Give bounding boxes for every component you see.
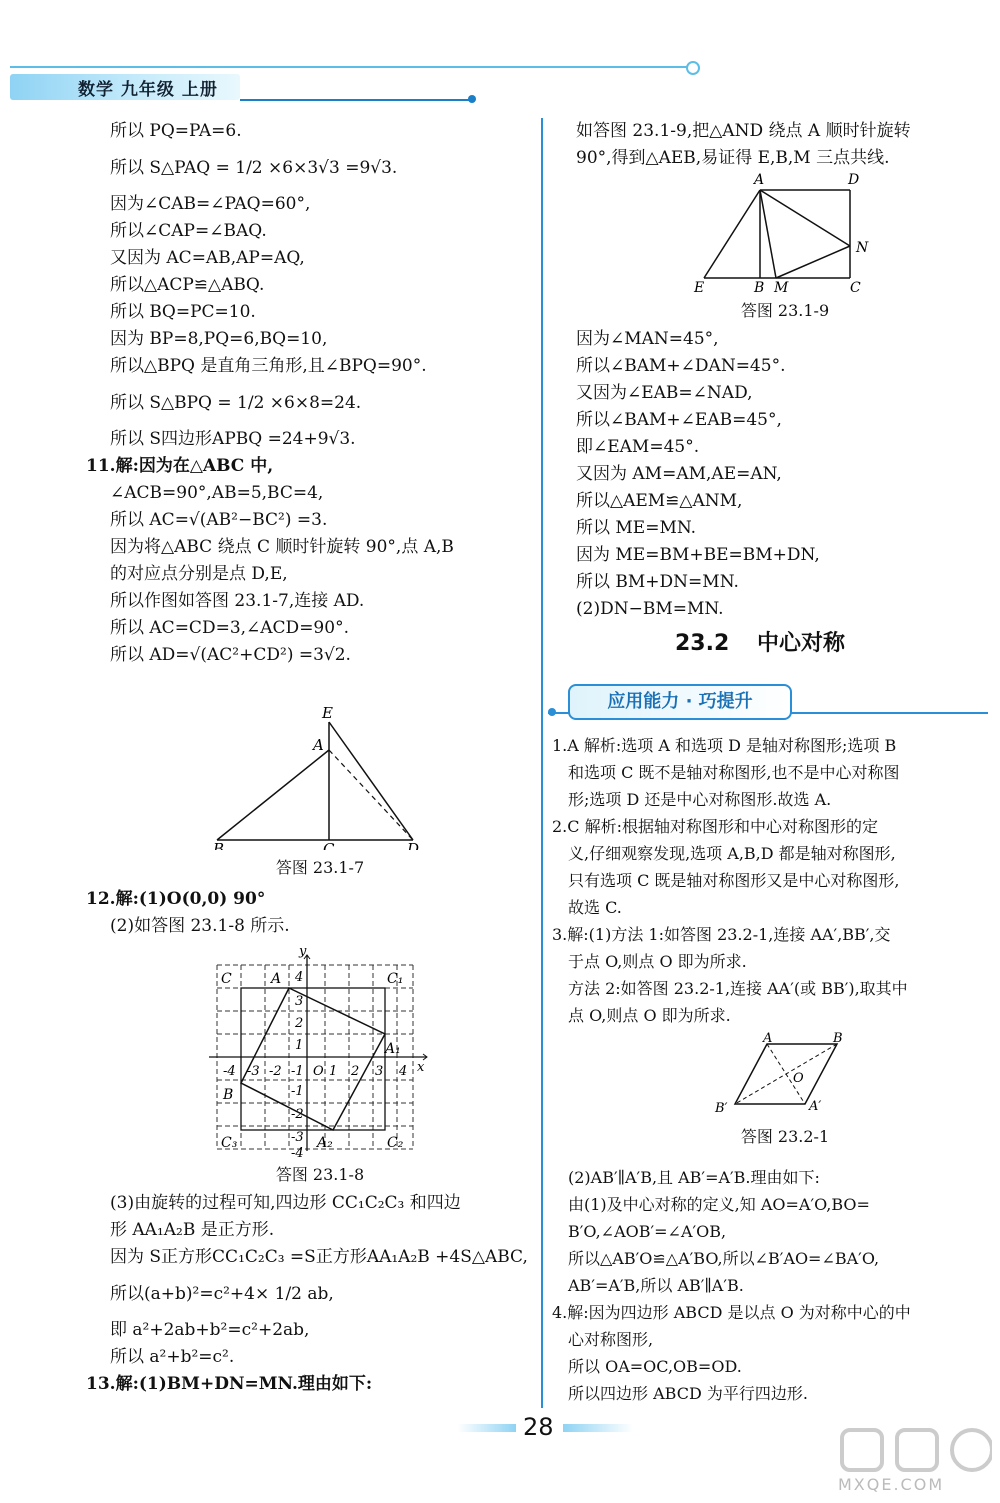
text-line: 形 AA₁A₂B 是正方形. — [110, 1220, 275, 1240]
left-column-q12-3 — [86, 1190, 536, 1398]
fig4-label: B — [833, 1031, 843, 1046]
text-line: 于点 O,则点 O 即为所求. — [568, 952, 747, 971]
text-line: (2)如答图 23.1-8 所示. — [110, 916, 290, 936]
fig3-label: N — [856, 240, 869, 256]
fig3-label: M — [774, 280, 789, 296]
text-line: 所以作图如答图 23.1-7,连接 AD. — [110, 591, 365, 611]
fig2-label: -4 — [291, 1146, 304, 1160]
fig1-label: B — [213, 840, 225, 850]
text-line: 即∠EAM=45°. — [576, 437, 700, 457]
fig2-label: A₂ — [317, 1135, 333, 1151]
figure-23-1-9 — [690, 168, 880, 302]
text-line: 又因为 AM=AM,AE=AN, — [576, 464, 782, 484]
header-dot-icon — [468, 95, 476, 103]
text-line: 和选项 C 既不是轴对称图形,也不是中心对称图 — [568, 763, 900, 782]
text-line: 所以∠BAM+∠EAB=45°, — [576, 410, 782, 430]
fig2-label: 3 — [375, 1064, 384, 1079]
fig2-label: x — [417, 1060, 425, 1075]
fig2-label: -4 — [223, 1064, 236, 1079]
figure-caption: 答图 23.1-8 — [275, 1165, 365, 1184]
text-line: 90°,得到△AEB,易证得 E,B,M 三点共线. — [576, 148, 890, 168]
fig2-label: -3 — [291, 1130, 304, 1145]
fig2-label: -2 — [291, 1107, 304, 1122]
text-line: 所以△BPQ 是直角三角形,且∠BPQ=90°. — [110, 356, 427, 376]
footer-bar-right — [563, 1424, 633, 1432]
question-1: 1.A 解析:选项 A 和选项 D 是轴对称图形;选项 B — [552, 736, 897, 755]
figure-caption: 答图 23.2-1 — [740, 1127, 830, 1146]
header-underline — [240, 99, 470, 101]
fig2-label: -2 — [269, 1064, 282, 1079]
text-line: 方法 2:如答图 23.2-1,连接 AA′(或 BB′),取其中 — [568, 979, 908, 998]
text-line: 如答图 23.1-9,把△AND 绕点 A 顺时针旋转 — [576, 121, 911, 141]
fig2-label: -1 — [291, 1064, 304, 1079]
text-line: 因为∠MAN=45°, — [576, 329, 719, 349]
fig2-label: -1 — [291, 1084, 304, 1099]
fig4-label: A — [763, 1031, 773, 1046]
fig3-label: C — [850, 280, 861, 296]
fig2-label: A — [271, 971, 282, 987]
header-ring-icon — [686, 61, 700, 75]
text-line: 所以 BM+DN=MN. — [576, 572, 739, 592]
fig2-label: C — [221, 971, 232, 987]
figure-caption: 答图 23.1-7 — [275, 858, 365, 877]
right-column-bottom — [552, 1164, 992, 1407]
text-line: 又因为∠EAB=∠NAD, — [576, 383, 753, 403]
question-4: 4.解:因为四边形 ABCD 是以点 O 为对称中心的中 — [552, 1303, 911, 1322]
watermark-text: MXQE.COM — [838, 1475, 945, 1494]
fig3-label: A — [754, 172, 765, 188]
text-line: 所以 BQ=PC=10. — [110, 302, 256, 322]
fig4-label: O — [793, 1071, 804, 1086]
text-line: 所以 AD=√(AC²+CD²) =3√2. — [110, 645, 351, 665]
footer-bar-left — [458, 1424, 516, 1432]
question-12: 12.解:(1)O(0,0) 90° — [86, 889, 266, 909]
text-line: 由(1)及中心对称的定义,知 AO=A′O,BO= — [568, 1195, 870, 1214]
fig2-label: 2 — [295, 1016, 304, 1031]
text-line: 所以 a²+b²=c². — [110, 1347, 235, 1367]
text-line: 义,仔细观察发现,选项 A,B,D 都是轴对称图形, — [568, 844, 896, 863]
fig2-label: 3 — [295, 994, 304, 1009]
text-line: 所以 AC=√(AB²−BC²) =3. — [110, 510, 328, 530]
text-line: B′O,∠AOB′=∠A′OB, — [568, 1222, 727, 1241]
question-3: 3.解:(1)方法 1:如答图 23.2-1,连接 AA′,BB′,交 — [552, 925, 891, 944]
text-line: 所以 PQ=PA=6. — [110, 121, 242, 141]
column-divider — [541, 118, 543, 1408]
text-line: 所以 ME=MN. — [576, 518, 697, 538]
left-column-q12 — [86, 886, 526, 940]
text-line: AB′=A′B,所以 AB′∥A′B. — [568, 1276, 744, 1295]
question-13: 13.解:(1)BM+DN=MN.理由如下: — [86, 1374, 373, 1394]
banner-dot-icon — [548, 708, 556, 716]
text-line: 因为 ME=BM+BE=BM+DN, — [576, 545, 820, 565]
text-line: 所以∠CAP=∠BAQ. — [110, 221, 267, 241]
text-line: 即 a²+2ab+b²=c²+2ab, — [110, 1320, 310, 1340]
fig1-label: C — [323, 840, 335, 850]
text-line: (3)由旋转的过程可知,四边形 CC₁C₂C₃ 和四边 — [110, 1193, 461, 1213]
page-number: 28 — [523, 1413, 554, 1441]
section-number: 23.2 — [675, 631, 730, 656]
text-line: 所以 OA=OC,OB=OD. — [568, 1357, 742, 1376]
text-line: 的对应点分别是点 D,E, — [110, 564, 288, 584]
left-column — [86, 118, 526, 669]
text-line: (2)DN−BM=MN. — [576, 599, 724, 619]
fig4-label: A′ — [809, 1099, 822, 1114]
text-line: 点 O,则点 O 即为所求. — [568, 1006, 731, 1025]
fig2-label: 4 — [399, 1064, 408, 1079]
fig3-label: B — [754, 280, 765, 296]
fig1-label: E — [322, 704, 333, 722]
section-banner: 应用能力 · 巧提升 — [568, 684, 792, 720]
fig3-label: E — [694, 280, 705, 296]
fig2-label: 4 — [295, 970, 304, 985]
text-line: 所以△AEM≌△ANM, — [576, 491, 743, 511]
text-line: 所以 S△PAQ = 1/2 ×6×3√3 =9√3. — [110, 158, 398, 178]
fig2-label: C₂ — [387, 1135, 404, 1151]
fig2-label: O — [313, 1064, 324, 1079]
text-line: 所以(a+b)²=c²+4× 1/2 ab, — [110, 1284, 334, 1304]
section-title — [675, 626, 845, 657]
fig1-label: D — [407, 840, 420, 850]
fig2-label: C₁ — [387, 971, 404, 987]
text-line: 因为 S正方形CC₁C₂C₃ =S正方形AA₁A₂B +4S△ABC, — [110, 1247, 528, 1267]
text-line: 心对称图形, — [568, 1330, 654, 1349]
text-line: 因为将△ABC 绕点 C 顺时针旋转 90°,点 A,B — [110, 537, 454, 557]
question-11: 11.解:因为在△ABC 中, — [86, 456, 274, 476]
fig2-label: 2 — [351, 1064, 360, 1079]
fig2-label: -3 — [247, 1064, 260, 1079]
right-column-mid — [560, 326, 992, 623]
text-line: 所以四边形 ABCD 为平行四边形. — [568, 1384, 808, 1403]
text-line: 所以△AB′O≌△A′BO,所以∠B′AO=∠BA′O, — [568, 1249, 880, 1268]
fig2-label: A₁ — [385, 1041, 401, 1057]
text-line: 所以∠BAM+∠DAN=45°. — [576, 356, 786, 376]
header-rule — [10, 66, 690, 68]
right-column-top — [560, 118, 992, 172]
text-line: 又因为 AC=AB,AP=AQ, — [110, 248, 305, 268]
question-2: 2.C 解析:根据轴对称图形和中心对称图形的定 — [552, 817, 878, 836]
text-line: 因为∠CAB=∠PAQ=60°, — [110, 194, 311, 214]
text-line: 所以 S△BPQ = 1/2 ×6×8=24. — [110, 393, 362, 413]
fig2-label: B — [223, 1087, 234, 1103]
figure-caption: 答图 23.1-9 — [740, 301, 830, 320]
text-line: (2)AB′∥A′B,且 AB′=A′B.理由如下: — [568, 1168, 820, 1187]
text-line: 只有选项 C 既是轴对称图形又是中心对称图形, — [568, 871, 900, 890]
text-line: 所以 AC=CD=3,∠ACD=90°. — [110, 618, 349, 638]
figure-23-1-7 — [205, 700, 435, 854]
header-title: 数学 九年级 上册 — [78, 80, 218, 100]
fig3-label: D — [848, 172, 860, 188]
fig1-label: A — [313, 736, 324, 754]
text-line: 所以△ACP≌△ABQ. — [110, 275, 265, 295]
text-line: 所以 S四边形APBQ =24+9√3. — [110, 429, 356, 449]
text-line: ∠ACB=90°,AB=5,BC=4, — [110, 483, 324, 503]
figure-23-2-1 — [705, 1030, 855, 1124]
text-line: 故选 C. — [568, 898, 622, 917]
text-line: 因为 BP=8,PQ=6,BQ=10, — [110, 329, 328, 349]
section-name: 中心对称 — [756, 631, 845, 656]
text-line: 形;选项 D 还是中心对称图形.故选 A. — [568, 790, 832, 809]
fig2-label: y — [299, 945, 307, 959]
fig2-label: 1 — [295, 1038, 304, 1053]
fig4-label: B′ — [715, 1101, 728, 1116]
figure-23-1-8 — [205, 945, 435, 1164]
right-column-exercises — [552, 732, 992, 1029]
page-header — [0, 0, 1000, 110]
fig2-label: C₃ — [221, 1135, 238, 1151]
fig2-label: 1 — [329, 1064, 338, 1079]
